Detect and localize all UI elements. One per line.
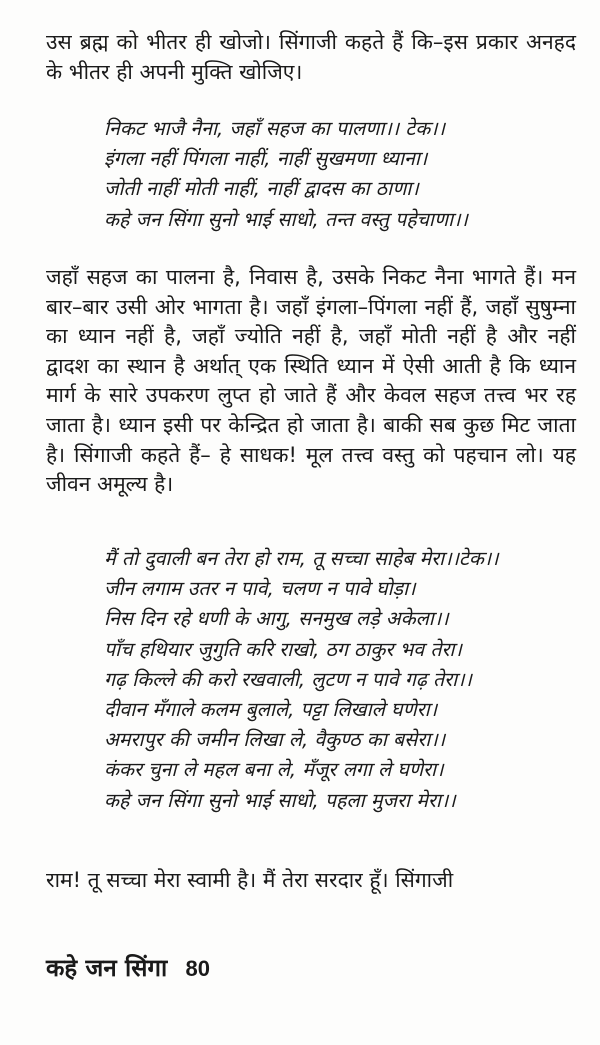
verse-line: मैं तो दुवाली बन तेरा हो राम, तू सच्चा साहेब मेरा।।टेक।। (104, 547, 499, 570)
verse-line: पाँच हथियार जुगुति करि राखो, ठग ठाकुर भव तेरा। (104, 637, 462, 661)
verse-line: दीवान मँगाले कलम बुलाले, पट्टा लिखाले घणेरा। (104, 698, 438, 722)
verse-line: कंकर चुना ले महल बना ले, मँजूर लगा ले घणेरा। (104, 758, 444, 782)
paragraph-2: जहाँ सहज का पालना है, निवास है, उसके निकट नैना भागते हैं। मन बार–बार उसी ओर भागता है। जहाँ इंगला–पिंगला नहीं हैं, जहाँ सुषुम्ना का ध्यान नहीं है, जहाँ ज्योति नहीं है, जहाँ मोती नहीं है और नहीं द्वादश का स्थान है अर्थात् एक स्थिति ध्यान में ऐसी आती है कि ध्यान मार्ग के सारे उपकरण लुप्त हो जाते हैं और केवल सहज तत्त्व भर रह जाता है। ध्यान इसी पर केन्द्रित हो जाता है। बाकी सब कुछ मिट जाता है। सिंगाजी कहते हैं– हे साधक! मूल तत्त्व वस्तु को पहचान लो। यह जीवन अमूल्य है। (46, 265, 576, 497)
page-number: 80 (185, 956, 211, 981)
verse-line: कहे जन सिंगा सुनो भाई साधो, पहला मुजरा मेरा।। (104, 788, 456, 812)
paragraph-1: उस ब्रह्म को भीतर ही खोजो। सिंगाजी कहते हैं कि–इस प्रकार अनहद के भीतर ही अपनी मुक्ति खोजिए। (46, 30, 576, 84)
verse-line: कहे जन सिंगा सुनो भाई साधो, तन्त वस्तु पहेचाणा।। (104, 207, 468, 231)
verse-line: निकट भाजै नैना, जहाँ सहज का पालणा।। टेक।। (104, 117, 445, 140)
verse-line: जीन लगाम उतर न पावे, चलण न पावे घोड़ा। (104, 577, 416, 601)
verse-line: निस दिन रहे धणी के आगु, सनमुख लड़े अकेला।। (104, 607, 449, 631)
verse-line: इंगला नहीं पिंगला नाहीं, नाहीं सुखमणा ध्याना। (104, 147, 428, 171)
book-title: कहे जन सिंगा (46, 954, 168, 982)
paragraph-3: राम! तू सच्चा मेरा स्वामी है। मैं तेरा सरदार हूँ। सिंगाजी (46, 868, 454, 892)
verse-line: गढ़ किल्ले की करो रखवाली, लुटण न पावे गढ़ तेरा।। (104, 667, 472, 691)
verse-block-2 (104, 544, 584, 816)
page-footer (46, 951, 210, 984)
verse-block-1 (104, 114, 584, 235)
verse-line: जोती नाहीं मोती नाहीं, नाहीं द्वादस का ठाणा। (104, 177, 419, 201)
verse-line: अमरापुर की जमीन लिखा ले, वैकुण्ठ का बसेरा।। (104, 728, 446, 752)
